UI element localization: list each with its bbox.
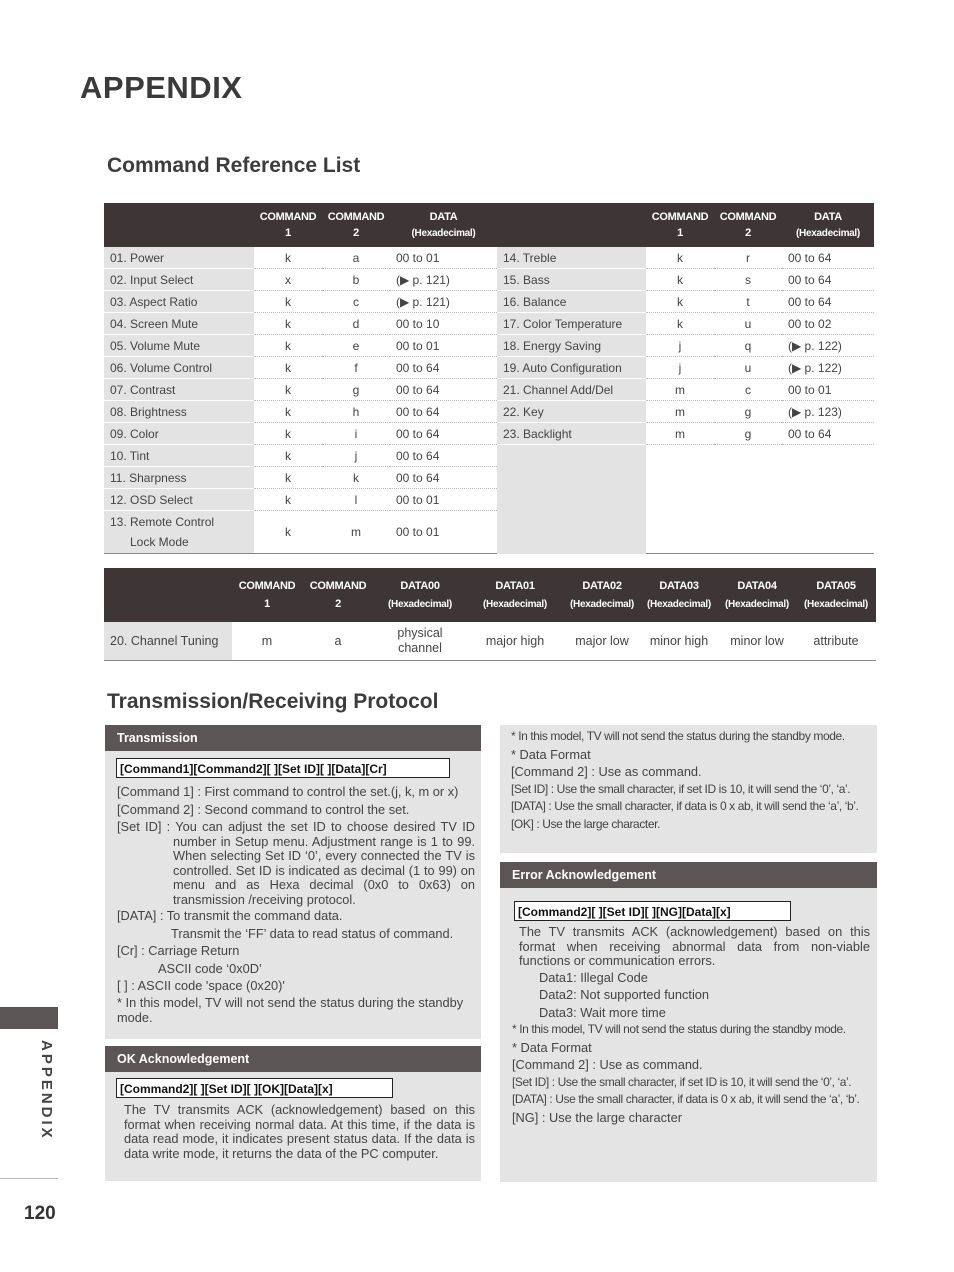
transmission-body: [Command 1] : First command to control the set.(j, k, m or x) [Command 2] : Second command to control the set. [Set ID] : You can adjust the set ID to choose desired TV ID number in Setup menu. Adjustment range is 1 to 99. When selecting Set ID ‘0’, every connected the TV is controlled. Set ID is indicated as decimal (1 to 99) on menu and as Hexa decimal (0x0 to 0x63) on transmission /receiving protocol. [DATA] : To transmit the command data. Transmit the ‘FF’ data to read status of command. [Cr] : Carriage Return ASCII code ‘0x0D’ [ ] : ASCII code 'space (0x20)' * In this model, TV will not send the status during the standby mode. (117, 784, 475, 1025)
command2-cell: i (322, 423, 390, 445)
table-row (104, 313, 874, 335)
data-cell: 00 to 01 (390, 335, 497, 357)
header-data01: DATA01 (Hexadecimal) (466, 568, 564, 622)
error-ack-panel (500, 862, 877, 1182)
command1-cell: m (646, 423, 714, 445)
data-cell: (▶ p. 122) (782, 335, 874, 357)
data-cell: (▶ p. 121) (390, 269, 497, 291)
command-name: 13. Remote Control Lock Mode (104, 511, 254, 554)
command2-cell: g (322, 379, 390, 401)
command2-cell: e (322, 335, 390, 357)
transmission-notes-panel (500, 725, 877, 853)
command1-cell: m (232, 622, 302, 661)
command-name: 23. Backlight (497, 423, 646, 445)
table-row (104, 335, 874, 357)
command1-cell: j (646, 335, 714, 357)
command1-cell: k (646, 247, 714, 269)
command-name: 02. Input Select (104, 269, 254, 291)
ok-ack-format: [Command2][ ][Set ID][ ][OK][Data][x] (116, 1078, 393, 1098)
data-cell: 00 to 01 (390, 247, 497, 269)
header-data04: DATA04 (Hexadecimal) (718, 568, 796, 622)
side-label: APPENDIX (38, 1040, 55, 1141)
command1-cell: k (646, 291, 714, 313)
command-name: 06. Volume Control (104, 357, 254, 379)
table-row (104, 445, 874, 467)
command2-cell: t (714, 291, 782, 313)
command2-cell: c (714, 379, 782, 401)
command-name: 08. Brightness (104, 401, 254, 423)
header-command1: COMMAND 1 (646, 203, 714, 247)
command2-cell: g (714, 423, 782, 445)
command2-cell: c (322, 291, 390, 313)
header-command2: COMMAND 2 (302, 568, 374, 622)
command2-cell: u (714, 357, 782, 379)
command1-cell: k (254, 335, 322, 357)
command1-cell: k (254, 423, 322, 445)
command1-cell: k (646, 313, 714, 335)
command2-cell: h (322, 401, 390, 423)
channel-tuning-table (104, 568, 876, 661)
error-ack-heading: Error Acknowledgement (500, 862, 877, 888)
table-row (104, 401, 874, 423)
command-name: 22. Key (497, 401, 646, 423)
data00-cell: physical channel (374, 622, 466, 661)
command1-cell: k (254, 357, 322, 379)
data-cell: 00 to 64 (390, 445, 497, 467)
page-title: APPENDIX (80, 70, 243, 105)
table-row (104, 379, 874, 401)
data05-cell: attribute (796, 622, 876, 661)
command1-cell: k (254, 291, 322, 313)
side-divider (0, 1178, 58, 1179)
page-number: 120 (24, 1203, 56, 1224)
command-name: 18. Energy Saving (497, 335, 646, 357)
error-ack-format: [Command2][ ][Set ID][ ][NG][Data][x] (514, 901, 791, 921)
data-cell: (▶ p. 121) (390, 291, 497, 313)
command-name: 07. Contrast (104, 379, 254, 401)
data-cell: 00 to 01 (390, 511, 497, 554)
header-command1: COMMAND 1 (232, 568, 302, 622)
data-cell: 00 to 10 (390, 313, 497, 335)
data-cell: 00 to 64 (782, 423, 874, 445)
transmission-heading: Transmission (105, 725, 481, 751)
command2-cell: u (714, 313, 782, 335)
command2-cell: j (322, 445, 390, 467)
blank-cell (646, 445, 874, 554)
data-cell: 00 to 64 (390, 401, 497, 423)
command1-cell: k (254, 247, 322, 269)
command-name: 01. Power (104, 247, 254, 269)
command-name: 19. Auto Configuration (497, 357, 646, 379)
command-name: 16. Balance (497, 291, 646, 313)
command-name: 05. Volume Mute (104, 335, 254, 357)
command2-cell: d (322, 313, 390, 335)
header-command2: COMMAND 2 (322, 203, 390, 247)
command-reference-table (104, 203, 874, 554)
command-name: 09. Color (104, 423, 254, 445)
data-cell: (▶ p. 122) (782, 357, 874, 379)
header-data00: DATA00 (Hexadecimal) (374, 568, 466, 622)
table-row (104, 291, 874, 313)
data-cell: 00 to 64 (782, 291, 874, 313)
data02-cell: major low (564, 622, 640, 661)
ok-ack-text: The TV transmits ACK (acknowledgement) based on this format when receiving normal data. At this time, if the data is data read mode, it indicates present status data. If the data is data write mode, it returns the data of the PC computer. (124, 1102, 475, 1161)
command2-cell: l (322, 489, 390, 511)
command1-cell: k (254, 401, 322, 423)
command1-cell: k (254, 313, 322, 335)
data04-cell: minor low (718, 622, 796, 661)
table-row (104, 423, 874, 445)
command1-cell: j (646, 357, 714, 379)
row-name: 20. Channel Tuning (104, 622, 232, 661)
command2-cell: k (322, 467, 390, 489)
data-cell: 00 to 01 (390, 489, 497, 511)
header-data: DATA (Hexadecimal) (782, 203, 874, 247)
header-data05: DATA05 (Hexadecimal) (796, 568, 876, 622)
header-command1: COMMAND 1 (254, 203, 322, 247)
command2-cell: r (714, 247, 782, 269)
command2-cell: s (714, 269, 782, 291)
header-command2: COMMAND 2 (714, 203, 782, 247)
data-cell: (▶ p. 123) (782, 401, 874, 423)
blank-cell (497, 445, 646, 554)
data03-cell: minor high (640, 622, 718, 661)
command1-cell: k (254, 511, 322, 554)
command1-cell: k (254, 467, 322, 489)
header-blank (497, 203, 646, 247)
command2-cell: a (302, 622, 374, 661)
table-header-row (104, 568, 876, 622)
command-reference-title: Command Reference List (107, 154, 361, 177)
command2-cell: q (714, 335, 782, 357)
data-cell: 00 to 64 (390, 379, 497, 401)
table-row (104, 247, 874, 269)
transmission-panel (105, 725, 481, 1039)
header-data03: DATA03 (Hexadecimal) (640, 568, 718, 622)
header-blank (104, 568, 232, 622)
table-row (104, 269, 874, 291)
header-blank (104, 203, 254, 247)
command2-cell: m (322, 511, 390, 554)
command2-cell: f (322, 357, 390, 379)
ok-ack-panel (105, 1046, 481, 1181)
protocol-title: Transmission/Receiving Protocol (107, 690, 439, 713)
side-tab (0, 1007, 58, 1029)
command1-cell: k (646, 269, 714, 291)
command1-cell: k (254, 445, 322, 467)
data-cell: 00 to 64 (390, 423, 497, 445)
command-name: 14. Treble (497, 247, 646, 269)
data01-cell: major high (466, 622, 564, 661)
command2-cell: a (322, 247, 390, 269)
table-row (104, 622, 876, 661)
command-name: 12. OSD Select (104, 489, 254, 511)
command1-cell: m (646, 401, 714, 423)
table-row (104, 357, 874, 379)
command-name: 17. Color Temperature (497, 313, 646, 335)
data-cell: 00 to 64 (390, 357, 497, 379)
ok-ack-heading: OK Acknowledgement (105, 1046, 481, 1072)
error-ack-body: The TV transmits ACK (acknowledgement) based on this format when receiving abnormal data from non-viable functions or communication errors. Data1: Illegal Code Data2: Not supported function Data3: Wait more time * In this model, TV will not send the status during the standby mode. * Data Format [Command 2] : Use as command. [Set ID] : Use the small character, if set ID is 10, it will send the ‘0’, ‘a’. [DATA] : Use the small character, if data is 0 x ab, it will send the ‘a’, ‘b’. [NG] : Use the large character (512, 924, 870, 1125)
command-name: 04. Screen Mute (104, 313, 254, 335)
command-name: 15. Bass (497, 269, 646, 291)
transmission-format: [Command1][Command2][ ][Set ID][ ][Data][Cr] (116, 758, 450, 778)
header-data02: DATA02 (Hexadecimal) (564, 568, 640, 622)
command2-cell: b (322, 269, 390, 291)
command1-cell: k (254, 379, 322, 401)
command2-cell: g (714, 401, 782, 423)
command1-cell: m (646, 379, 714, 401)
command-name: 03. Aspect Ratio (104, 291, 254, 313)
command-name: 21. Channel Add/Del (497, 379, 646, 401)
command-name: 11. Sharpness (104, 467, 254, 489)
data-cell: 00 to 02 (782, 313, 874, 335)
command1-cell: k (254, 489, 322, 511)
command-name: 10. Tint (104, 445, 254, 467)
data-cell: 00 to 64 (390, 467, 497, 489)
data-cell: 00 to 64 (782, 247, 874, 269)
data-cell: 00 to 64 (782, 269, 874, 291)
data-cell: 00 to 01 (782, 379, 874, 401)
transmission-notes: * In this model, TV will not send the status during the standby mode. * Data Format [Command 2] : Use as command. [Set ID] : Use the small character, if set ID is 10, it will send the ‘0’, ‘a’. [DATA] : Use the small character, if data is 0 x ab, it will send the ‘a’, ‘b’. [OK] : Use the large character. (511, 729, 859, 831)
header-data: DATA (Hexadecimal) (390, 203, 497, 247)
table-header-row (104, 203, 874, 247)
command1-cell: x (254, 269, 322, 291)
